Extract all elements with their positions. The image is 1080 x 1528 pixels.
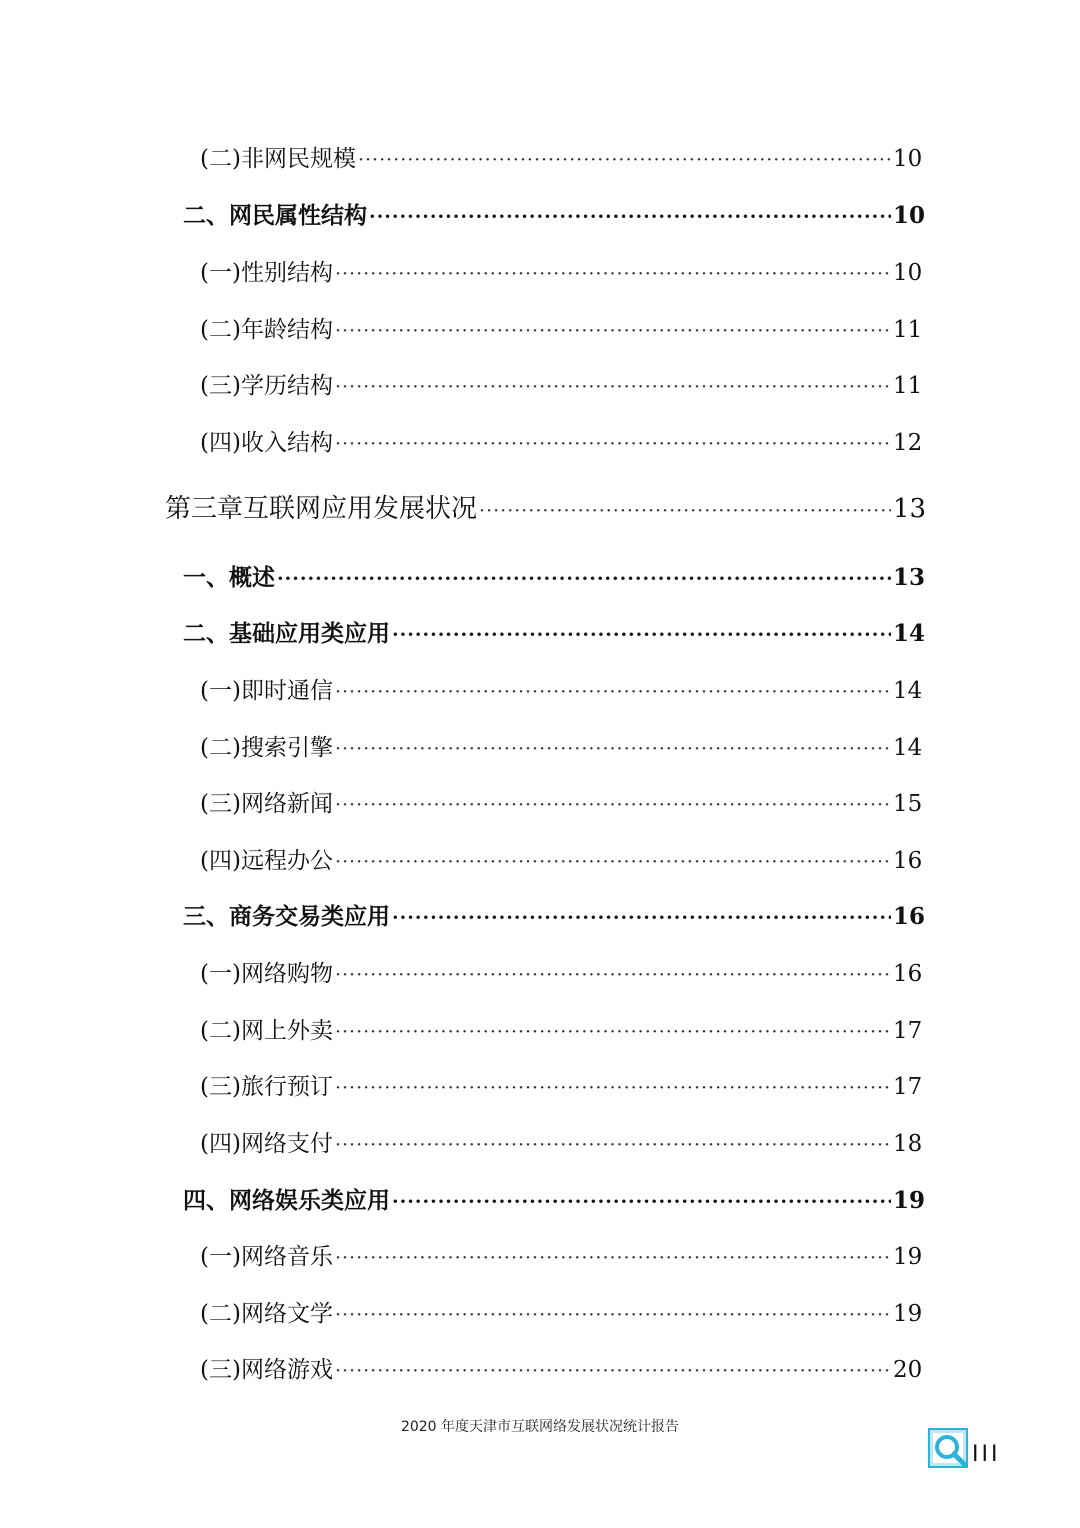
toc-dot-leader [335, 424, 891, 464]
toc-entry-page: 14 [893, 620, 926, 647]
toc-entry-page: 18 [893, 1131, 923, 1157]
toc-entry-page: 19 [893, 1187, 926, 1214]
toc-entry-page: 19 [893, 1301, 923, 1327]
toc-entry-number: (一) [200, 1244, 241, 1270]
toc-entry-number: (二) [200, 146, 241, 172]
toc-entry-number: (二) [200, 1301, 241, 1327]
report-footer-title: 2020 年度天津市互联网络发展状况统计报告 [400, 1419, 680, 1435]
toc-entry[interactable] [200, 1011, 923, 1051]
toc-entry-title: 年龄结构 [240, 317, 333, 343]
toc-entry[interactable] [200, 1237, 923, 1277]
toc-dot-leader [335, 367, 891, 407]
toc-entry[interactable] [200, 423, 923, 463]
toc-entry[interactable] [200, 366, 923, 406]
toc-dot-leader [335, 1012, 891, 1052]
toc-entry-page: 19 [893, 1244, 923, 1270]
toc-entry[interactable] [183, 897, 926, 937]
toc-entry-page: 14 [893, 735, 923, 761]
toc-entry[interactable] [200, 1124, 923, 1164]
toc-dot-leader [335, 311, 891, 351]
toc-entry[interactable] [200, 1067, 923, 1107]
toc-entry-title: 远程办公 [240, 848, 333, 874]
toc-dot-leader [335, 1238, 891, 1278]
toc-dot-leader [335, 254, 891, 294]
toc-entry-title: 网络游戏 [240, 1357, 333, 1383]
toc-dot-leader [392, 898, 891, 938]
toc-entry-title: 即时通信 [240, 678, 333, 704]
toc-entry[interactable] [183, 558, 926, 598]
toc-entry[interactable] [200, 954, 923, 994]
toc-entry-title: 性别结构 [240, 260, 333, 286]
toc-entry-number: (一) [200, 678, 241, 704]
toc-entry-number: (三) [200, 373, 241, 399]
toc-entry-page: 11 [893, 373, 923, 399]
toc-entry-title: 网上外卖 [240, 1018, 333, 1044]
toc-entry-number: (三) [200, 1074, 241, 1100]
toc-entry-page: 10 [893, 202, 926, 229]
toc-entry[interactable] [200, 139, 923, 179]
toc-dot-leader [335, 1351, 891, 1391]
toc-entry[interactable] [165, 489, 927, 529]
toc-dot-leader [369, 197, 891, 237]
toc-entry-title: 网络娱乐类应用 [229, 1187, 390, 1214]
toc-entry-number: (一) [200, 260, 241, 286]
toc-entry-number: (四) [200, 430, 241, 456]
toc-dot-leader [358, 140, 891, 180]
toc-entry-title: 搜索引擎 [240, 735, 333, 761]
toc-entry[interactable] [200, 1350, 923, 1390]
toc-entry-number: (二) [200, 317, 241, 343]
toc-dot-leader [335, 842, 891, 882]
toc-entry-title: 基础应用类应用 [229, 620, 390, 647]
toc-entry-page: 14 [893, 678, 923, 704]
toc-entry[interactable] [200, 671, 923, 711]
toc-entry[interactable] [200, 841, 923, 881]
toc-dot-leader [335, 955, 891, 995]
toc-entry-page: 11 [893, 317, 923, 343]
toc-entry-title: 网民属性结构 [229, 202, 367, 229]
toc-dot-leader [479, 491, 891, 531]
toc-entry[interactable] [200, 253, 923, 293]
toc-dot-leader [392, 1182, 891, 1222]
toc-entry-number: 二、 [183, 202, 229, 229]
toc-entry-title: 商务交易类应用 [229, 903, 390, 930]
toc-entry-title: 概述 [229, 564, 275, 591]
toc-entry[interactable] [200, 728, 923, 768]
toc-dot-leader [392, 615, 891, 655]
toc-entry[interactable] [200, 784, 923, 824]
toc-entry-page: 17 [893, 1018, 923, 1044]
toc-entry-title: 收入结构 [240, 430, 333, 456]
toc-entry-title: 网络购物 [240, 961, 333, 987]
toc-entry-number: (二) [200, 1018, 241, 1044]
toc-entry-title: 非网民规模 [240, 146, 356, 172]
toc-dot-leader [335, 1295, 891, 1335]
toc-entry[interactable] [200, 1294, 923, 1334]
toc-entry-number: (三) [200, 1357, 241, 1383]
toc-entry-number: 第三章 [165, 494, 244, 524]
toc-dot-leader [335, 729, 891, 769]
toc-dot-leader [335, 1068, 891, 1108]
toc-entry-page: 13 [893, 494, 927, 524]
toc-entry[interactable] [183, 614, 926, 654]
toc-entry-title: 网络支付 [240, 1131, 333, 1157]
toc-entry-number: 四、 [183, 1187, 229, 1214]
toc-entry-title: 学历结构 [240, 373, 333, 399]
toc-dot-leader [335, 672, 891, 712]
toc-entry[interactable] [200, 310, 923, 350]
toc-entry-page: 16 [893, 903, 926, 930]
toc-entry-title: 网络新闻 [240, 791, 333, 817]
page-number: III [972, 1442, 1001, 1467]
toc-entry-page: 10 [893, 260, 923, 286]
toc-entry[interactable] [183, 1181, 926, 1221]
toc-entry[interactable] [183, 196, 926, 236]
magnifier-logo-icon [928, 1428, 968, 1468]
toc-dot-leader [277, 559, 891, 599]
toc-entry-number: 二、 [183, 620, 229, 647]
toc-entry-title: 网络文学 [240, 1301, 333, 1327]
toc-entry-title: 互联网应用发展状况 [243, 494, 478, 524]
toc-entry-number: 一、 [183, 564, 229, 591]
toc-entry-title: 网络音乐 [240, 1244, 333, 1270]
toc-dot-leader [335, 1125, 891, 1165]
toc-entry-page: 10 [893, 146, 923, 172]
toc-entry-title: 旅行预订 [240, 1074, 333, 1100]
toc-entry-number: (一) [200, 961, 241, 987]
toc-entry-page: 17 [893, 1074, 923, 1100]
toc-entry-page: 20 [893, 1357, 923, 1383]
toc-entry-page: 15 [893, 791, 923, 817]
toc-dot-leader [335, 785, 891, 825]
toc-entry-number: (二) [200, 735, 241, 761]
toc-entry-page: 13 [893, 564, 926, 591]
toc-entry-page: 16 [893, 961, 923, 987]
toc-entry-number: (四) [200, 848, 241, 874]
toc-entry-number: (四) [200, 1131, 241, 1157]
toc-entry-page: 16 [893, 848, 923, 874]
toc-entry-number: (三) [200, 791, 241, 817]
toc-entry-number: 三、 [183, 903, 229, 930]
toc-entry-page: 12 [893, 430, 923, 456]
